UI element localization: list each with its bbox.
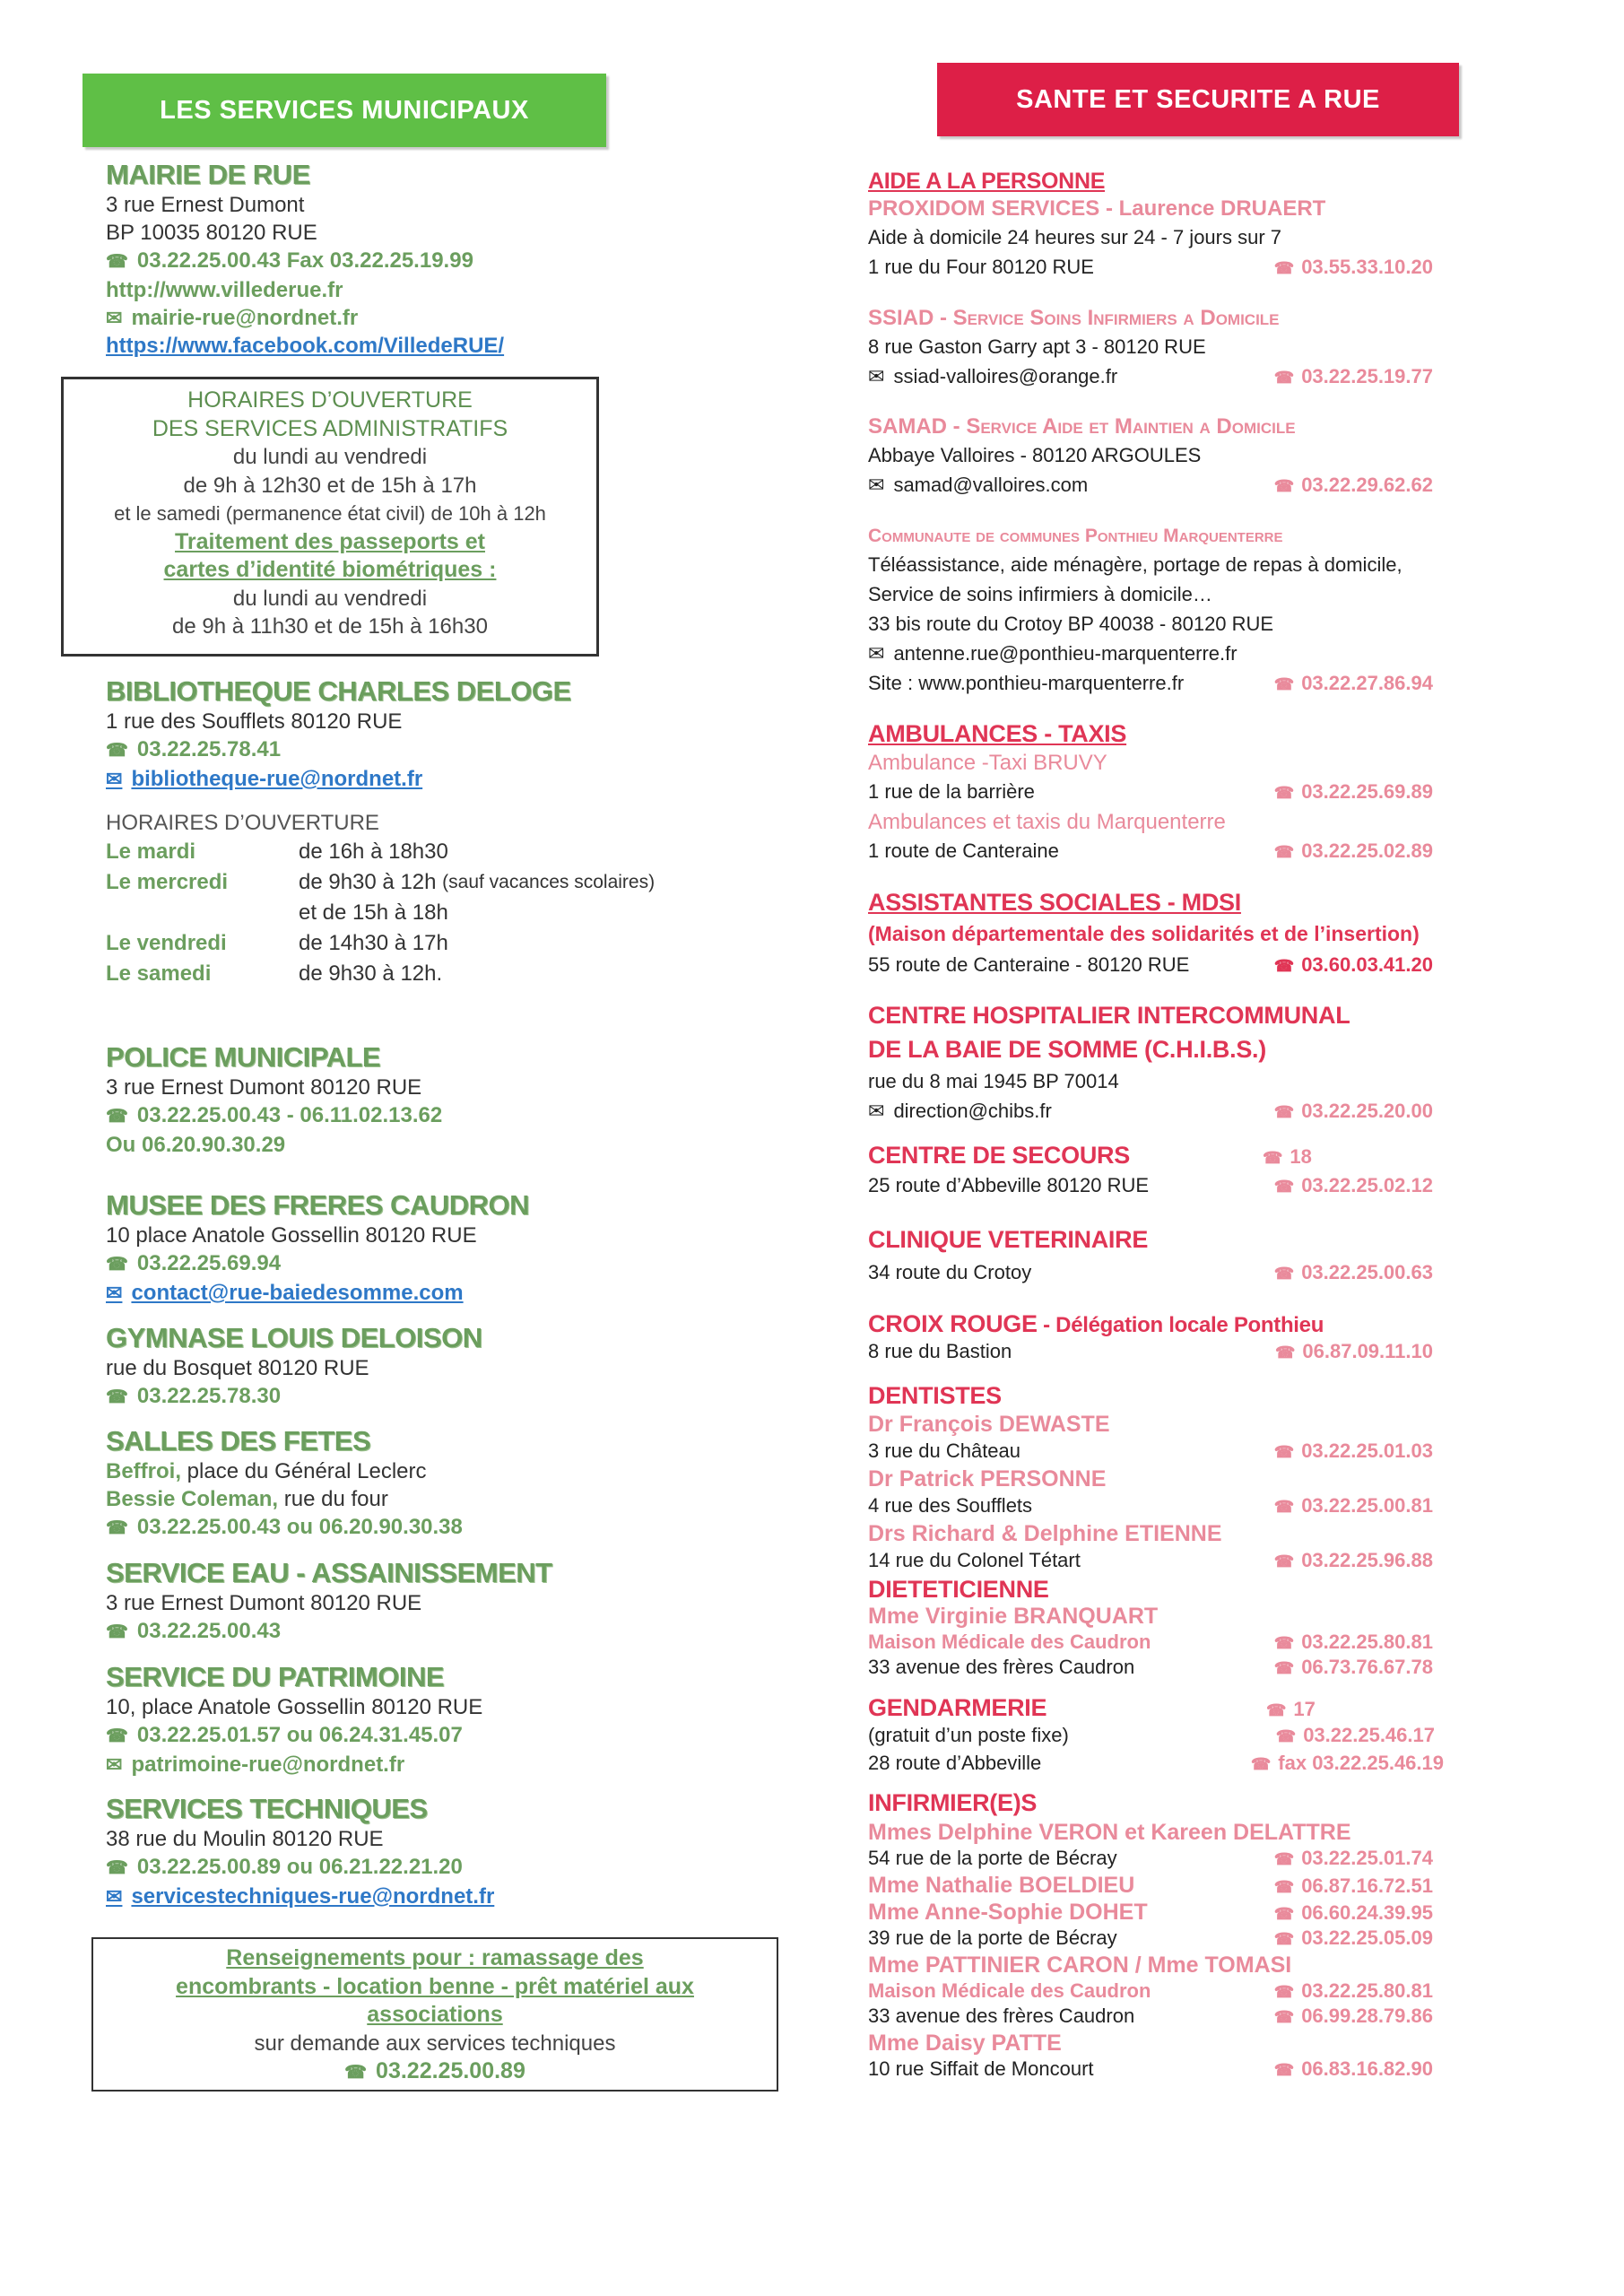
address-row (868, 252, 1433, 283)
phone-number: ☎ 03.22.25.78.41 (106, 735, 787, 765)
patrimoine-section (106, 1660, 787, 1779)
section-title: AIDE A LA PERSONNE (868, 169, 1106, 194)
croix-rouge-section (868, 1309, 1433, 1364)
box-line: encombrants - location benne - prêt matériel aux (176, 1973, 694, 1999)
address-line: BP 10035 80120 RUE (106, 221, 317, 245)
address-row (868, 1340, 1433, 1364)
box-line: DES SERVICES ADMINISTRATIFS (152, 415, 508, 441)
provider-name: Maison Médicale des Caudron (868, 1979, 1151, 2002)
email-address[interactable]: ✉ contact@rue-baiedesomme.com (106, 1279, 787, 1307)
box-line: de 9h à 11h30 et de 15h à 16h30 (172, 614, 488, 639)
practitioner-name: Mme Anne-Sophie DOHET (868, 1900, 1148, 1925)
phone-number: ☎ 03.22.25.02.12 (1274, 1170, 1433, 1202)
phone-number: ☎ 18 (1263, 1145, 1433, 1169)
section-title: ASSISTANTES SOCIALES - MDSI (868, 889, 1241, 916)
address-line: 3 rue Ernest Dumont (106, 193, 305, 217)
section-title: SERVICE EAU - ASSAINISSEMENT (106, 1557, 552, 1588)
box-line: cartes d’identité biométriques : (163, 557, 497, 582)
phone-number: ☎ 03.22.25.05.09 (1274, 1926, 1433, 1952)
section-title: POLICE MUNICIPALE (106, 1041, 381, 1073)
contact-row (868, 361, 1433, 393)
phone-number: ☎ 03.22.25.19.77 (1274, 361, 1433, 393)
section-title: MAIRIE DE RUE (106, 159, 310, 190)
eau-section (106, 1556, 787, 1647)
musee-section (106, 1188, 787, 1307)
title-main: CROIX ROUGE (868, 1310, 1038, 1337)
box-line: du lundi au vendredi (232, 445, 428, 469)
sub-row (868, 1630, 1433, 1655)
address-line (106, 1457, 787, 1485)
hours-row (106, 898, 787, 928)
practitioner-name: Dr François DEWASTE (868, 1412, 1110, 1437)
name-row (868, 1872, 1433, 1899)
phone-number: Ou 06.20.90.30.29 (106, 1133, 286, 1157)
practitioner-name: Drs Richard & Delphine ETIENNE (868, 1521, 1222, 1546)
box-line: HORAIRES D’OUVERTURE (187, 387, 473, 413)
address-line: 3 rue Ernest Dumont 80120 RUE (106, 1591, 422, 1615)
address-row (868, 950, 1433, 981)
provider-name: Maison Médicale des Caudron (868, 1631, 1151, 1653)
phone-number: ☎ 03.60.03.41.20 (1274, 950, 1433, 981)
practitioner-name: Mme Nathalie BOELDIEU (868, 1873, 1135, 1898)
phone-number: ☎ 03.22.25.69.94 (106, 1249, 787, 1279)
secours-section (868, 1141, 1433, 1202)
address-row (868, 1655, 1433, 1681)
hours-time: de 16h à 18h30 (299, 839, 448, 864)
title-row (868, 1693, 1435, 1722)
provider-name: SSIAD - Service Soins Infirmiers a Domicile (868, 306, 1280, 330)
ambulances-section (868, 719, 1433, 867)
address-row (868, 2004, 1433, 2030)
description: Service de soins infirmiers à domicile… (868, 583, 1212, 605)
police-section (106, 1040, 787, 1159)
veto-section (868, 1222, 1433, 1289)
website-link[interactable]: http://www.villederue.fr (106, 278, 343, 302)
address-line: 4 rue des Soufflets (868, 1494, 1033, 1517)
box-line: Traitement des passeports et (175, 528, 485, 554)
infirmiers-section (868, 1787, 1433, 2083)
dentistes-section (868, 1381, 1433, 1575)
address-row (868, 1492, 1433, 1520)
address-line: 10 rue Siffait de Moncourt (868, 2057, 1094, 2080)
hours-day: Le samedi (106, 961, 212, 986)
section-title: AMBULANCES - TAXIS (868, 720, 1127, 747)
box-line: sur demande aux services techniques (254, 2031, 616, 2056)
phone-number: ☎ 03.22.25.46.17 (1276, 1722, 1435, 1750)
address-line: 1 route de Canteraine (868, 839, 1059, 862)
email-address[interactable]: ✉ mairie-rue@nordnet.fr (106, 304, 787, 332)
section-title: DIETETICIENNE (868, 1576, 1049, 1603)
fax-number (1251, 1750, 1444, 1778)
mairie-section (106, 158, 787, 360)
phone-number: ☎ 06.83.16.82.90 (1274, 2057, 1433, 2083)
address-line: 34 route du Crotoy (868, 1261, 1032, 1283)
address-line: 28 route d’Abbeville (868, 1752, 1042, 1774)
address-row (868, 777, 1433, 808)
phone-number: ☎ 03.22.25.20.00 (1274, 1096, 1433, 1127)
hours-time: de 9h30 à 12h. (299, 961, 443, 986)
phone-number: ☎ 03.22.25.00.43 Fax 03.22.25.19.99 (106, 247, 787, 276)
dieteticienne-section (868, 1576, 1433, 1681)
practitioner-name: Mme PATTINIER CARON / Mme TOMASI (868, 1952, 1292, 1978)
hours-time: de 9h30 à 12h (299, 870, 437, 894)
section-title: DE LA BAIE DE SOMME (C.H.I.B.S.) (868, 1036, 1266, 1063)
email-address[interactable]: ✉ ssiad-valloires@orange.fr (868, 361, 1117, 391)
mdsi-section (868, 888, 1433, 981)
contact-row (868, 668, 1433, 700)
phone-number: ☎ 03.22.25.78.30 (106, 1382, 787, 1412)
venue-name: Bessie Coleman, (106, 1487, 279, 1511)
aide-section (868, 169, 1433, 283)
phone-number: ☎ 03.22.25.00.81 (1274, 1492, 1433, 1520)
ssiad-section (868, 304, 1433, 393)
hours-title: HORAIRES D’OUVERTURE (106, 811, 379, 835)
phone-number: ☎ 03.22.25.01.03 (1274, 1438, 1433, 1465)
phone-number: ☎ 03.22.25.00.43 ou 06.20.90.30.38 (106, 1513, 787, 1543)
email-address[interactable]: ✉ servicestechniques-rue@nordnet.fr (106, 1883, 787, 1910)
email-address[interactable]: ✉ patrimoine-rue@nordnet.fr (106, 1751, 787, 1779)
address-line: 10, place Anatole Gossellin 80120 RUE (106, 1695, 483, 1719)
address-line: rue du Bosquet 80120 RUE (106, 1356, 369, 1380)
banner-sante-securite: SANTE ET SECURITE A RUE (937, 63, 1459, 136)
hours-row (106, 867, 787, 898)
provider-name: Communaute de communes Ponthieu Marquenterre (868, 526, 1283, 546)
description: Téléassistance, aide ménagère, portage de repas à domicile, (868, 553, 1403, 576)
section-title: CLINIQUE VETERINAIRE (868, 1226, 1149, 1253)
section-title (868, 1309, 1433, 1340)
address-line: 38 rue du Moulin 80120 RUE (106, 1827, 384, 1851)
provider-name: SAMAD - Service Aide et Maintien a Domicile (868, 414, 1296, 439)
phone-number: ☎ 06.87.09.11.10 (1275, 1340, 1433, 1364)
phone-number: ☎ 03.55.33.10.20 (1274, 252, 1433, 283)
box-line: associations (367, 2002, 503, 2027)
venue-address: rue du four (278, 1487, 388, 1511)
address-line: 1 rue de la barrière (868, 780, 1035, 803)
box-line: Renseignements pour : ramassage des (226, 1945, 644, 1970)
banner-services-municipaux: LES SERVICES MUNICIPAUX (83, 74, 606, 147)
address-line: Abbaye Valloires - 80120 ARGOULES (868, 444, 1202, 466)
horaires-box (61, 377, 599, 657)
section-title: SERVICE DU PATRIMOINE (106, 1661, 445, 1692)
address-line: 25 route d’Abbeville 80120 RUE (868, 1174, 1150, 1196)
hours-time: de 14h30 à 17h (299, 931, 448, 955)
provider-name: Ambulances et taxis du Marquenterre (868, 810, 1226, 834)
address-line: 10 place Anatole Gossellin 80120 RUE (106, 1223, 477, 1248)
website-link[interactable]: Site : www.ponthieu-marquenterre.fr (868, 672, 1185, 694)
box-line: du lundi au vendredi (232, 586, 428, 611)
phone-number: ☎ 03.22.29.62.62 (1274, 470, 1433, 501)
phone-number: ☎ 03.22.25.69.89 (1274, 777, 1433, 808)
hours-time: et de 15h à 18h (299, 900, 448, 925)
hours-day (106, 898, 299, 928)
address-line: 33 avenue des frères Caudron (868, 2005, 1135, 2027)
subtitle: (Maison départementale des solidarités et de l’insertion) (868, 922, 1420, 945)
provider-name: Ambulance -Taxi BRUVY (868, 751, 1107, 775)
address-line: 55 route de Canteraine - 80120 RUE (868, 953, 1190, 976)
techniques-section (106, 1792, 787, 1910)
address-row (868, 1750, 1444, 1778)
address-line: rue du 8 mai 1945 BP 70014 (868, 1070, 1119, 1092)
bibliotheque-section (106, 674, 787, 989)
practitioner-name: Mme Daisy PATTE (868, 2031, 1062, 2056)
phone-number: ☎ 06.60.24.39.95 (1274, 1901, 1433, 1925)
phone-number: ☎ 03.22.25.02.89 (1274, 836, 1433, 867)
phone-number: ☎ 03.22.25.00.89 (93, 2057, 777, 2088)
hours-day: Le mardi (106, 839, 196, 864)
venue-name: Beffroi, (106, 1459, 181, 1483)
address-line: 8 rue Gaston Garry apt 3 - 80120 RUE (868, 335, 1206, 358)
section-title: BIBLIOTHEQUE CHARLES DELOGE (106, 675, 571, 707)
hours-row (106, 837, 787, 867)
hours-row (106, 928, 787, 959)
section-title: MUSEE DES FRERES CAUDRON (106, 1189, 529, 1221)
name-row (868, 1899, 1433, 1926)
section-title: CENTRE HOSPITALIER INTERCOMMUNAL (868, 1002, 1350, 1029)
hours-table (106, 837, 787, 989)
gendarmerie-section (868, 1693, 1444, 1778)
title-sub: - Délégation locale Ponthieu (1037, 1313, 1324, 1337)
phone-number: ☎ 03.22.25.80.81 (1274, 1979, 1433, 2003)
address-line: 33 bis route du Crotoy BP 40038 - 80120 RUE (868, 613, 1274, 635)
phone-number: ☎ 06.99.28.79.86 (1274, 2004, 1433, 2030)
address-line: 1 rue des Soufflets 80120 RUE (106, 709, 403, 734)
section-title: SALLES DES FETES (106, 1425, 371, 1457)
address-row (868, 1257, 1433, 1289)
address-line: 33 avenue des frères Caudron (868, 1656, 1135, 1678)
phone-number: ☎ 03.22.25.00.89 ou 06.21.22.21.20 (106, 1853, 787, 1883)
ccpm-section (868, 522, 1433, 700)
email-address[interactable]: ✉ bibliotheque-rue@nordnet.fr (106, 765, 787, 793)
phone-number: ☎ 06.73.76.67.78 (1274, 1655, 1433, 1681)
gymnase-section (106, 1321, 787, 1412)
phone-number: ☎ 06.87.16.72.51 (1274, 1874, 1433, 1898)
phone-number: ☎ 03.22.25.01.74 (1274, 1846, 1433, 1872)
address-row (868, 2057, 1433, 2083)
address-line: 14 rue du Colonel Tétart (868, 1549, 1081, 1571)
section-title: INFIRMIER(E)S (868, 1789, 1038, 1816)
hours-day: Le mercredi (106, 870, 229, 894)
section-title: CENTRE DE SECOURS (868, 1142, 1130, 1169)
email-address[interactable]: ✉ antenne.rue@ponthieu-marquenterre.fr (868, 639, 1433, 668)
address-line: 54 rue de la porte de Bécray (868, 1847, 1117, 1869)
section-title: GYMNASE LOUIS DELOISON (106, 1322, 482, 1353)
section-title: SERVICES TECHNIQUES (106, 1793, 428, 1824)
address-line: 1 rue du Four 80120 RUE (868, 256, 1094, 278)
address-row (868, 1438, 1433, 1465)
address-line: 3 rue du Château (868, 1439, 1021, 1462)
title-row (868, 1141, 1433, 1170)
renseignements-box (91, 1937, 778, 2092)
address-line: 39 rue de la porte de Bécray (868, 1926, 1117, 1949)
chibs-section (868, 998, 1433, 1127)
salles-section (106, 1424, 787, 1543)
venue-address: place du Général Leclerc (181, 1459, 427, 1483)
box-line: de 9h à 12h30 et de 15h à 17h (183, 473, 477, 498)
phone-number: ☎ 17 (1266, 1698, 1435, 1721)
hours-note: (sauf vacances scolaires) (442, 872, 656, 892)
section-title: GENDARMERIE (868, 1694, 1047, 1721)
email-address[interactable]: ✉ direction@chibs.fr (868, 1096, 1052, 1126)
email-address[interactable]: ✉ samad@valloires.com (868, 470, 1088, 500)
phone-number: ☎ 03.22.25.00.43 (106, 1617, 787, 1647)
hours-row (106, 959, 787, 989)
phone-number: ☎ 03.22.25.80.81 (1274, 1631, 1433, 1654)
practitioner-name: Mme Virginie BRANQUART (868, 1604, 1159, 1629)
sub-row (868, 1979, 1433, 2004)
address-line: 8 rue du Bastion (868, 1340, 1012, 1362)
contact-row (868, 470, 1433, 501)
address-row (868, 1846, 1433, 1872)
practitioner-name: Mmes Delphine VERON et Kareen DELATTRE (868, 1820, 1351, 1845)
phone-number: ☎ 03.22.25.01.57 ou 06.24.31.45.07 (106, 1721, 787, 1751)
description: Aide à domicile 24 heures sur 24 - 7 jours sur 7 (868, 226, 1282, 248)
phone-number: ☎ 03.22.25.00.63 (1274, 1257, 1433, 1289)
address-row (868, 1547, 1433, 1575)
info-row (868, 1722, 1435, 1750)
phone-number: ☎ 03.22.25.96.88 (1274, 1547, 1433, 1575)
note: (gratuit d’un poste fixe) (868, 1724, 1069, 1746)
provider-name: PROXIDOM SERVICES - Laurence DRUAERT (868, 196, 1326, 221)
section-title: DENTISTES (868, 1382, 1002, 1409)
contact-row (868, 1096, 1433, 1127)
address-line (106, 1485, 787, 1513)
samad-section (868, 413, 1433, 501)
address-row (868, 836, 1433, 867)
phone-number: ☎ 03.22.25.00.43 - 06.11.02.13.62 (106, 1101, 787, 1131)
practitioner-name: Dr Patrick PERSONNE (868, 1466, 1107, 1492)
address-row (868, 1170, 1433, 1202)
hours-day: Le vendredi (106, 931, 227, 955)
address-row (868, 1926, 1433, 1952)
fax-text: fax 03.22.25.46.19 (1278, 1752, 1444, 1774)
box-line: et le samedi (permanence état civil) de 10h à 12h (114, 502, 546, 525)
address-line: 3 rue Ernest Dumont 80120 RUE (106, 1075, 422, 1100)
facebook-link[interactable]: https://www.facebook.com/VilledeRUE/ (106, 334, 505, 358)
phone-number: ☎ 03.22.27.86.94 (1274, 668, 1433, 700)
